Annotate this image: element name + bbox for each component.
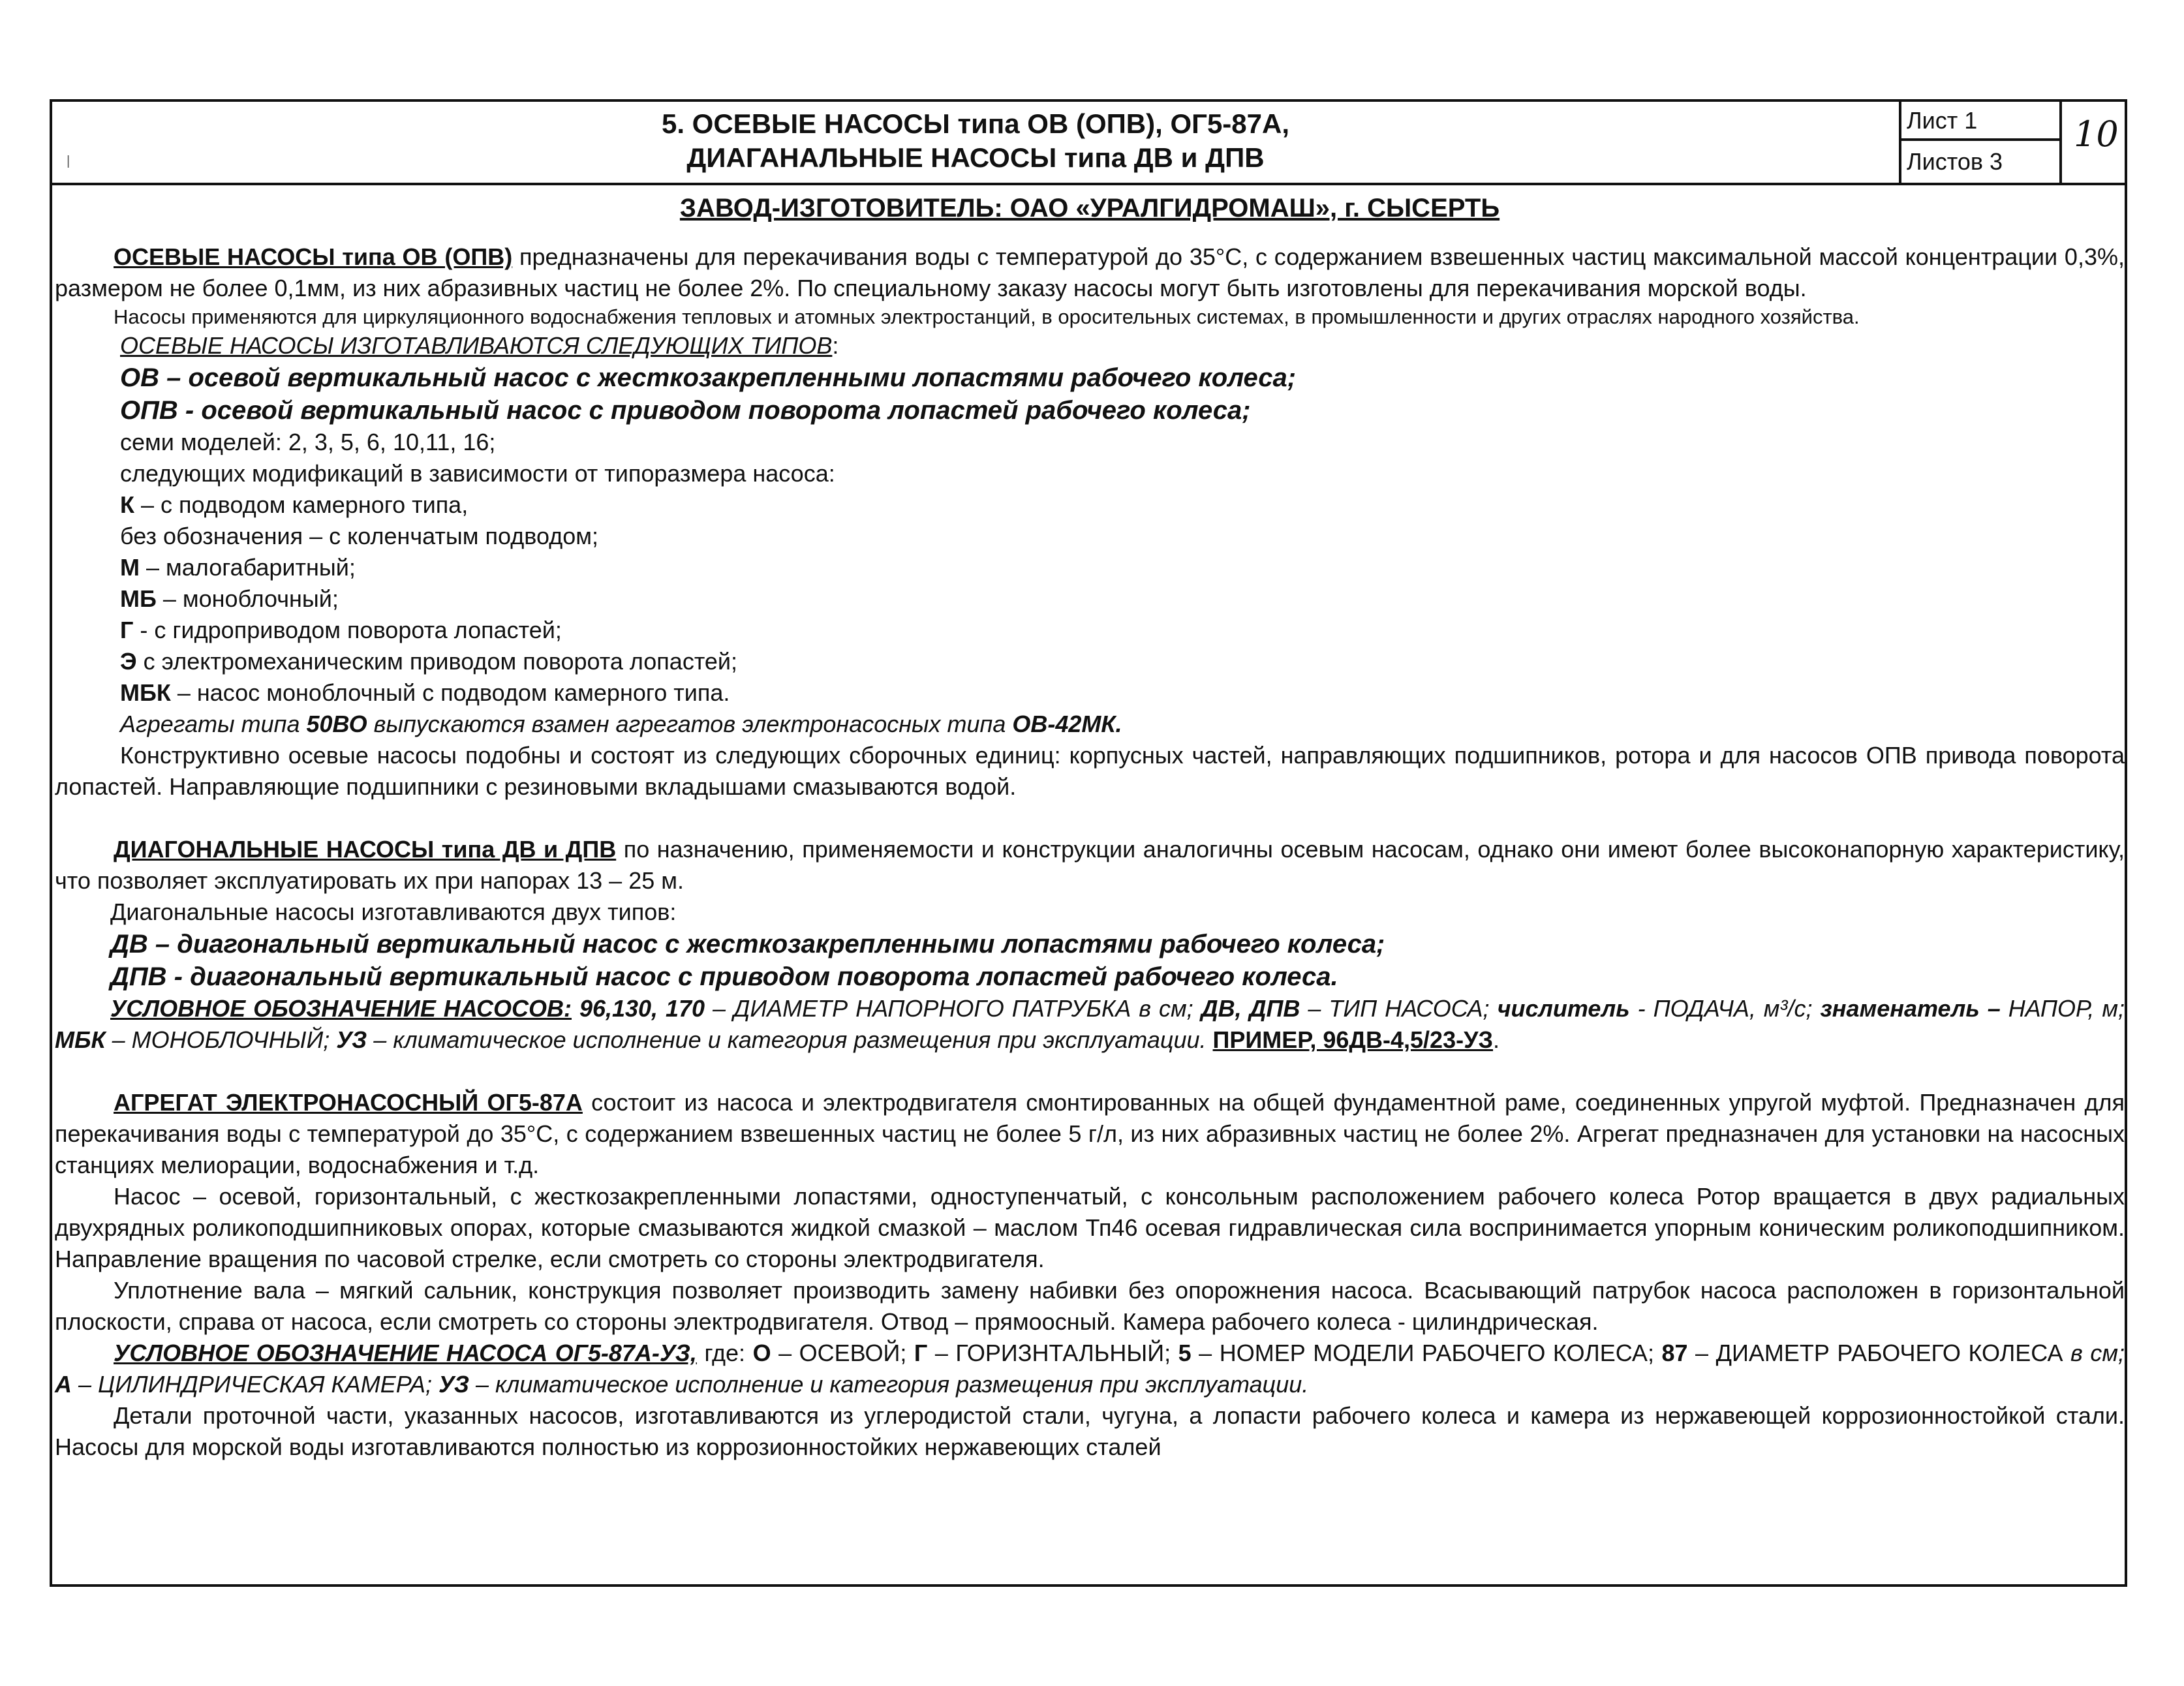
axial-types-colon: : bbox=[832, 332, 839, 359]
models-line: семи моделей: 2, 3, 5, 6, 10,11, 16; bbox=[120, 429, 496, 455]
aggregates-note bbox=[55, 709, 2125, 740]
designation-code: 87 bbox=[1661, 1340, 1688, 1366]
modification-text: - с гидроприводом поворота лопастей; bbox=[133, 617, 562, 643]
designation-text: – ДИАМЕТР НАПОРНОГО ПАТРУБКА в см; bbox=[705, 995, 1201, 1022]
modification-code: МБК bbox=[120, 679, 171, 706]
sheet-info-box bbox=[1899, 102, 2062, 183]
modification-text: с электромеханическим приводом поворота лопастей; bbox=[136, 648, 738, 675]
designation-text: НАПОР, м; bbox=[2000, 995, 2125, 1022]
designation-example-dot: . bbox=[1493, 1026, 1500, 1053]
og5-intro-text: состоит из насоса и электродвигателя смонтированных на общей фундаментной раме, соединенных упругой муфтой. Предназначен для перекачивания воды с температурой до 35°С, с содержанием взвешенных частиц не более 5 г/л, из них абразивных частиц не более 2%. Агрегат предназначен для установки на насосных станциях мелиорации, водоснабжения и т.д. bbox=[55, 1089, 2125, 1178]
designation-code: УЗ bbox=[336, 1026, 367, 1053]
og5-designation-paragraph bbox=[55, 1338, 2125, 1400]
type-dpv: ДПВ - диагональный вертикальный насос с приводом поворота лопастей рабочего колеса. bbox=[110, 962, 1338, 991]
designation-code: числитель bbox=[1497, 995, 1630, 1022]
aggregates-text-c: выпускаются взамен агрегатов электронасосных типа bbox=[367, 711, 1013, 737]
designation-text: - ПОДАЧА, м³/с; bbox=[1629, 995, 1813, 1022]
og5-pump-paragraph: Насос – осевой, горизонтальный, с жесткозакрепленными лопастями, одноступенчатый, с консольным расположением рабочего колеса Ротор вращается в двух радиальных двухрядных роликоподшипниковых опорах, которые смазываются жидкой смазкой – маслом Тп46 осевая гидравлическая сила воспринимается упорным коническим роликоподшипником. Направление вращения по часовой стрелке, если смотреть со стороны электродвигателя. bbox=[55, 1183, 2125, 1272]
axial-types-heading-line bbox=[55, 330, 2125, 361]
modification-item bbox=[55, 489, 2125, 521]
axial-usage-paragraph: Насосы применяются для циркуляционного водоснабжения тепловых и атомных электростанций, в оросительных системах, в промышленности и других отраслях народного хозяйства. bbox=[114, 305, 1860, 328]
diagonal-designation-heading: УСЛОВНОЕ ОБОЗНАЧЕНИЕ НАСОСОВ: bbox=[110, 995, 572, 1022]
modification-code: М bbox=[120, 554, 140, 581]
manufacturer-heading: ЗАВОД-ИЗГОТОВИТЕЛЬ: ОАО «УРАЛГИДРОМАШ», г. СЫСЕРТЬ bbox=[679, 194, 1500, 222]
aggregates-replaced: ОВ-42МК. bbox=[1012, 711, 1122, 737]
og5-intro-paragraph bbox=[55, 1087, 2125, 1181]
diagonal-intro-text: по назначению, применяемости и конструкции аналогичны осевым насосам, однако они имеют более высоконапорную характеристику, что позволяет эксплуатировать их при напорах 13 – 25 м. bbox=[55, 836, 2125, 894]
modification-item bbox=[55, 552, 2125, 583]
materials-paragraph: Детали проточной части, указанных насосов, изготавливаются из углеродистой стали, чугуна, а лопасти рабочего колеса и камера из нержавеющей коррозионностойкой стали. Насосы для морской воды изготавливаются полностью из коррозионностойких нержавеющих сталей bbox=[55, 1402, 2125, 1460]
modification-text: – моноблочный; bbox=[156, 585, 339, 612]
og5-seal-paragraph: Уплотнение вала – мягкий сальник, конструкция позволяет производить замену набивки без опорожнения насоса. Всасывающий патрубок насоса расположен в горизонтальной плоскости, справа от насоса, если смотреть со стороны электродвигателя. Отвод – прямоосный. Камера рабочего колеса - цилиндрическая. bbox=[55, 1277, 2125, 1335]
modification-code: К bbox=[120, 491, 134, 518]
designation-text: – ОСЕВОЙ; bbox=[771, 1340, 914, 1366]
handwritten-page-number: 10 bbox=[2074, 114, 2119, 155]
designation-example: ПРИМЕР, 96ДВ-4,5/23-УЗ bbox=[1212, 1026, 1494, 1053]
document-title bbox=[52, 107, 1899, 175]
designation-text: – ДИАМЕТР РАБОЧЕГО КОЛЕСА bbox=[1687, 1340, 2071, 1366]
designation-code: О bbox=[752, 1340, 771, 1366]
modification-text: – с подводом камерного типа, bbox=[134, 491, 469, 518]
modification-code: Г bbox=[120, 617, 134, 643]
designation-code: МБК bbox=[55, 1026, 106, 1053]
designation-text: – ЦИЛИНДРИЧЕСКАЯ КАМЕРА; bbox=[72, 1371, 438, 1398]
diagonal-heading: ДИАГОНАЛЬНЫЕ НАСОСЫ типа ДВ и ДПВ bbox=[114, 836, 617, 863]
axial-heading: ОСЕВЫЕ НАСОСЫ типа ОВ (ОПВ) bbox=[114, 243, 513, 270]
section-gap bbox=[55, 803, 2125, 834]
modification-item bbox=[55, 521, 2125, 552]
designation-text: в см; bbox=[2070, 1340, 2125, 1366]
designation-text: – МОНОБЛОЧНЫЙ; bbox=[105, 1026, 337, 1053]
diagonal-designation-paragraph bbox=[55, 993, 2125, 1056]
sheets-total-label: Листов 3 bbox=[1907, 148, 2003, 175]
modification-item bbox=[55, 615, 2125, 646]
modification-text: без обозначения – с коленчатым подводом; bbox=[120, 523, 598, 549]
designation-code: А bbox=[55, 1371, 72, 1398]
designation-code: 5 bbox=[1178, 1340, 1192, 1366]
modification-code: Э bbox=[120, 648, 137, 675]
designation-text: – климатическое исполнение и категория размещения при эксплуатации. bbox=[469, 1371, 1309, 1398]
modification-item bbox=[55, 583, 2125, 615]
diagonal-types-intro: Диагональные насосы изготавливаются двух типов: bbox=[110, 898, 677, 925]
sheet-label: Лист 1 bbox=[1901, 102, 2059, 141]
margin-tick: | bbox=[67, 154, 70, 168]
modification-item bbox=[55, 646, 2125, 677]
designation-text: – климатическое исполнение и категория размещения при эксплуатации. bbox=[367, 1026, 1213, 1053]
designation-code: ДВ, ДПВ bbox=[1201, 995, 1300, 1022]
type-opv: ОПВ - осевой вертикальный насос с приводом поворота лопастей рабочего колеса; bbox=[120, 396, 1251, 425]
designation-text: – ТИП НАСОСА; bbox=[1300, 995, 1498, 1022]
designation-text: – НОМЕР МОДЕЛИ РАБОЧЕГО КОЛЕСА; bbox=[1191, 1340, 1662, 1366]
modifications-intro: следующих модификаций в зависимости от типоразмера насоса: bbox=[120, 460, 835, 487]
diagonal-designation-sizes: 96,130, 170 bbox=[571, 995, 705, 1022]
axial-intro-text: предназначены для перекачивания воды с температурой до 35°С, с содержанием взвешенных частиц максимальной массой концентрации 0,3%, размером не более 0,1мм, из них абразивных частиц не более 2%. По специальному заказу насосы могут быть изготовлены для перекачивания морской воды. bbox=[55, 243, 2125, 301]
document-body bbox=[52, 183, 2125, 1463]
type-ov: ОВ – осевой вертикальный насос с жесткозакрепленными лопастями рабочего колеса; bbox=[120, 363, 1297, 392]
designation-code: знаменатель – bbox=[1820, 995, 2001, 1022]
modification-text: – насос моноблочный с подводом камерного типа. bbox=[170, 679, 730, 706]
diagonal-intro-paragraph bbox=[55, 834, 2125, 897]
title-line-2: ДИАГАНАЛЬНЫЕ НАСОСЫ типа ДВ и ДПВ bbox=[686, 142, 1265, 173]
og5-designation-heading: УСЛОВНОЕ ОБОЗНАЧЕНИЕ НАСОСА ОГ5-87А-УЗ, bbox=[114, 1340, 697, 1366]
aggregates-type: 50ВО bbox=[306, 711, 367, 737]
section-gap bbox=[55, 1056, 2125, 1087]
designation-text: – ГОРИЗНТАЛЬНЫЙ; bbox=[927, 1340, 1178, 1366]
axial-intro-paragraph bbox=[55, 241, 2125, 304]
axial-types-heading: ОСЕВЫЕ НАСОСЫ ИЗГОТАВЛИВАЮТСЯ СЛЕДУЮЩИХ ТИПОВ bbox=[120, 332, 833, 359]
axial-construction-paragraph: Конструктивно осевые насосы подобны и состоят из следующих сборочных единиц: корпусных частей, направляющих подшипников, ротора и для насосов ОПВ привода поворота лопастей. Направляющие подшипники с резиновыми вкладышами смазываются водой. bbox=[55, 742, 2125, 800]
modification-text: – малогабаритный; bbox=[140, 554, 356, 581]
modification-item bbox=[55, 677, 2125, 709]
title-block bbox=[52, 102, 2125, 185]
type-dv: ДВ – диагональный вертикальный насос с жесткозакрепленными лопастями рабочего колеса; bbox=[110, 930, 1385, 958]
aggregates-text-a: Агрегаты типа bbox=[120, 711, 307, 737]
designation-code: Г bbox=[914, 1340, 928, 1366]
og5-heading: АГРЕГАТ ЭЛЕКТРОНАСОСНЫЙ ОГ5-87А bbox=[114, 1089, 583, 1116]
designation-code: УЗ bbox=[438, 1371, 470, 1398]
designation-text: где: bbox=[696, 1340, 753, 1366]
modification-code: МБ bbox=[120, 585, 157, 612]
title-line-1: 5. ОСЕВЫЕ НАСОСЫ типа ОВ (ОПВ), ОГ5-87А, bbox=[661, 108, 1290, 139]
document-frame bbox=[50, 99, 2127, 1587]
